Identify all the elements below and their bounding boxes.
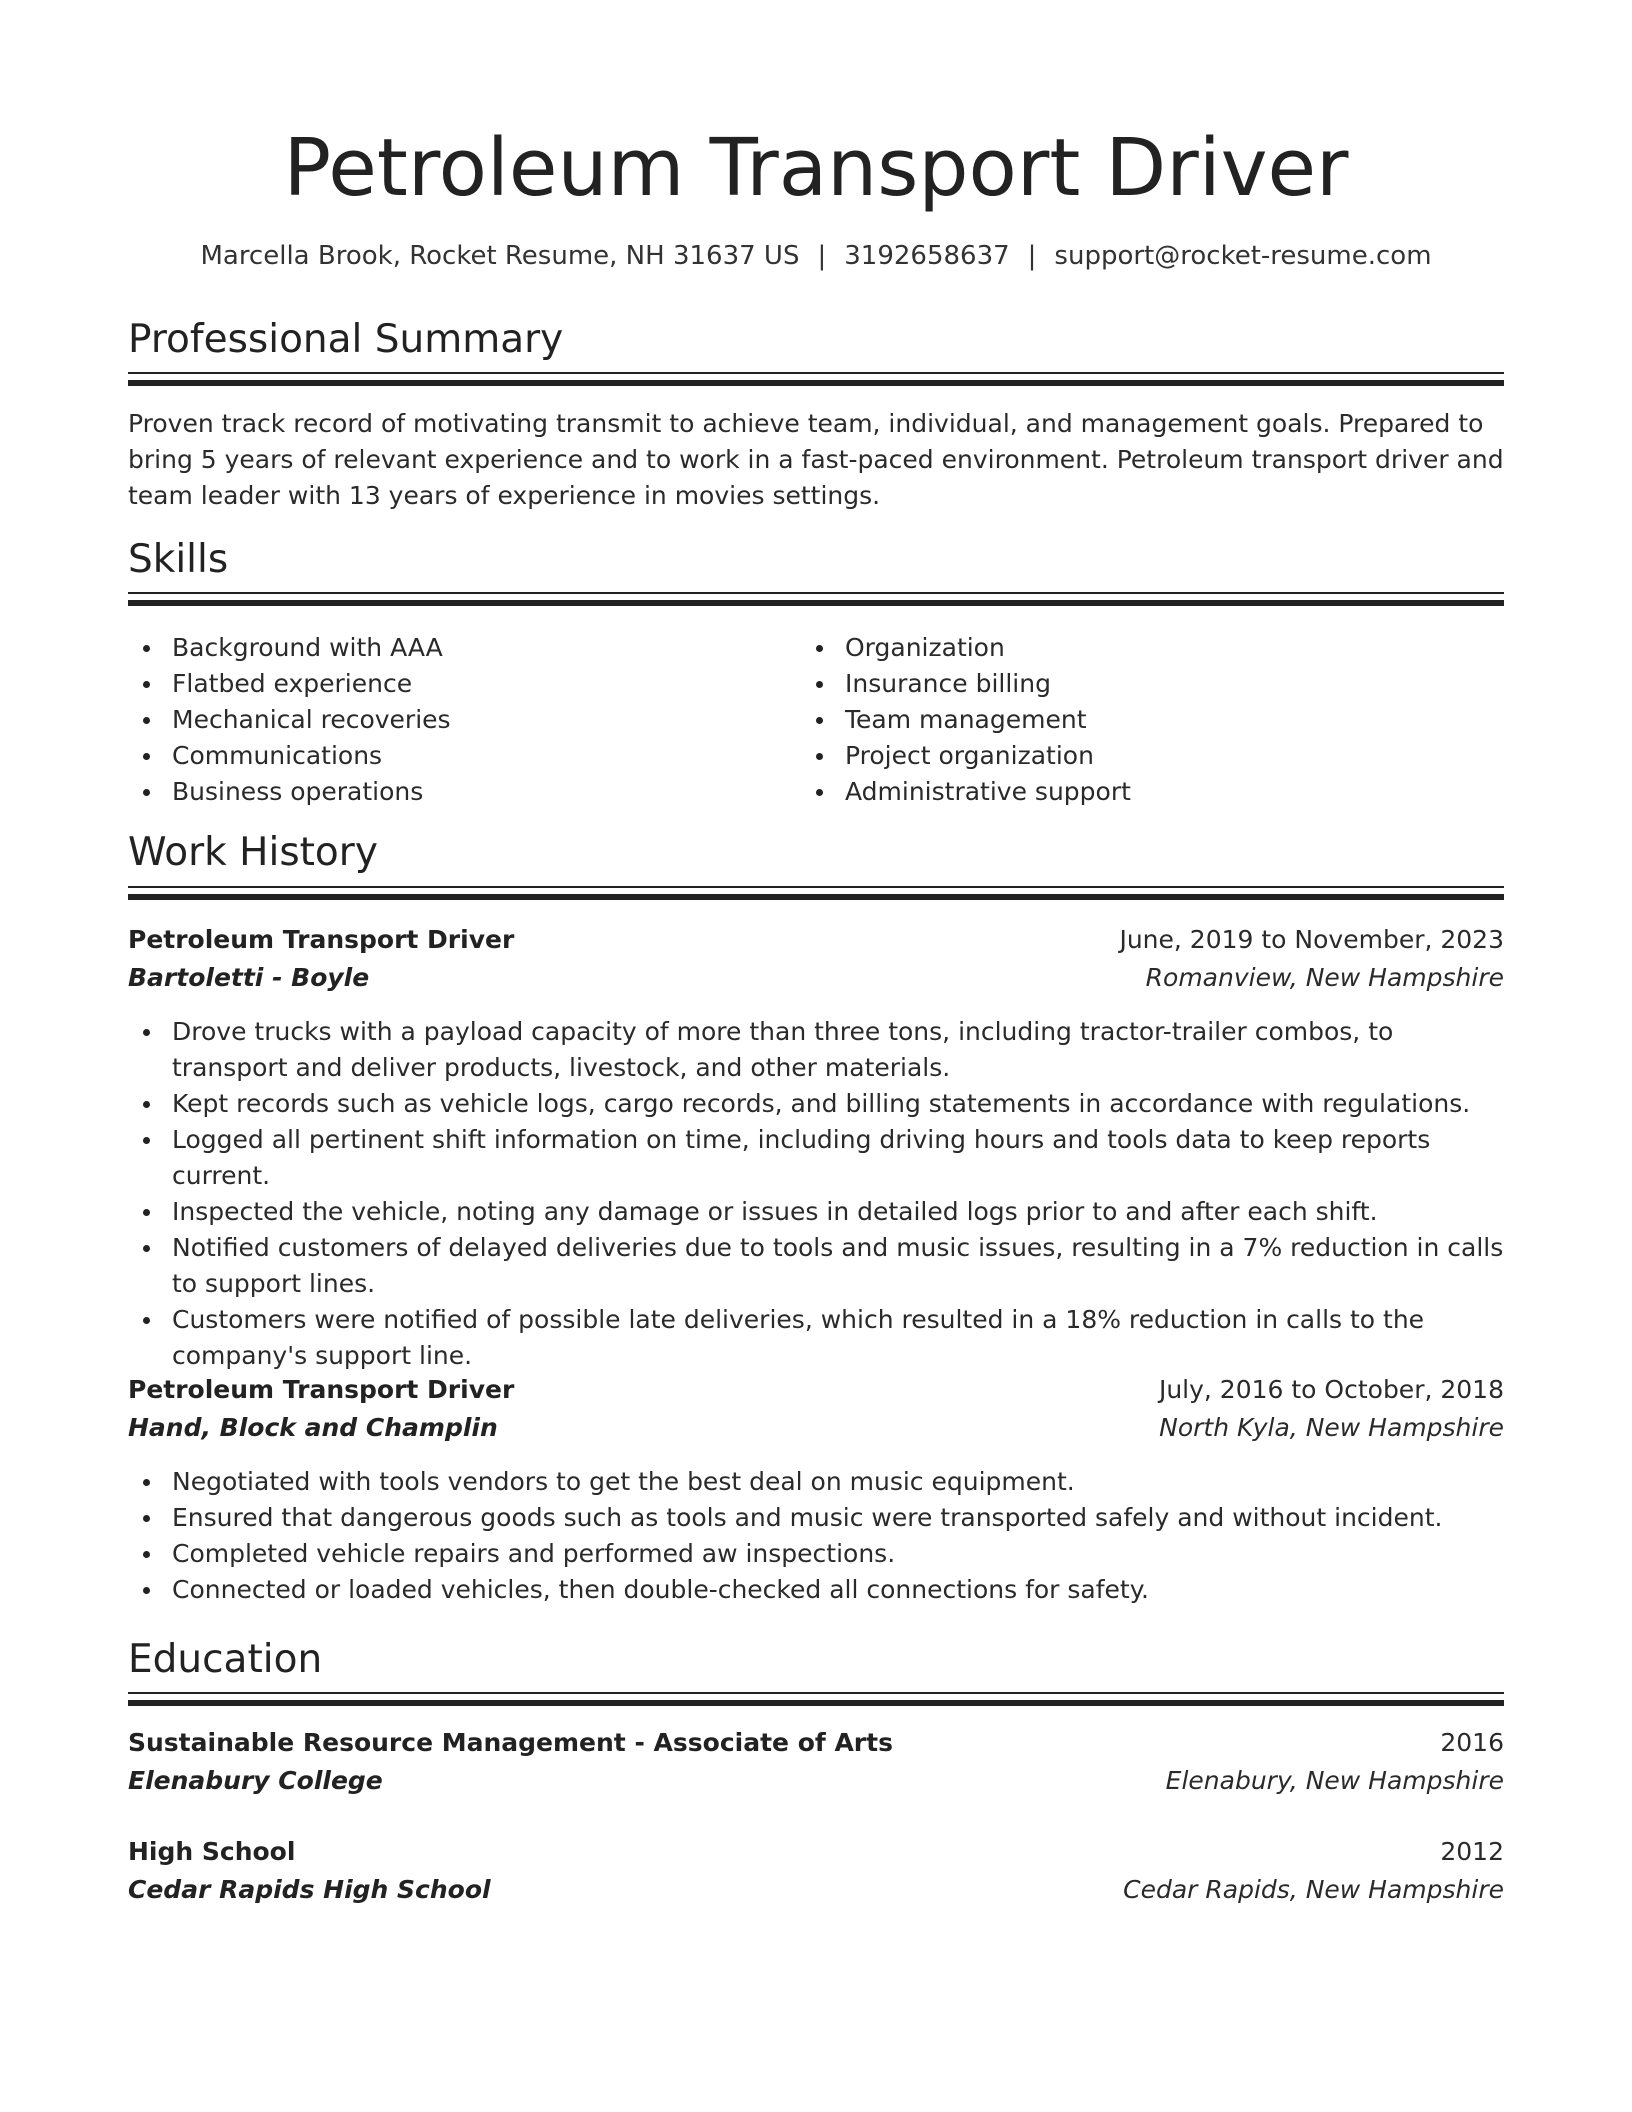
job-dates: July, 2016 to October, 2018 <box>1158 1375 1504 1404</box>
job-bullet: Negotiated with tools vendors to get the best deal on music equipment. <box>128 1464 1504 1500</box>
education-degree: Sustainable Resource Management - Associate of Arts <box>128 1728 893 1757</box>
job-location: Romanview, New Hampshire <box>1145 963 1504 992</box>
job-header <box>128 922 1504 958</box>
contact-phone: 3192658637 <box>844 241 1010 271</box>
section-title-work: Work History <box>128 830 378 875</box>
contact-separator: | <box>1027 241 1037 271</box>
education-year: 2012 <box>1440 1837 1504 1866</box>
skill-item: Background with AAA <box>128 630 788 666</box>
job-company: Hand, Block and Champlin <box>128 1413 498 1442</box>
section-title-education: Education <box>128 1637 323 1682</box>
job-bullet: Notified customers of delayed deliveries due to tools and music issues, resulting in a 7% reduction in calls to support lines. <box>128 1230 1504 1302</box>
contact-email: support@rocket-resume.com <box>1054 241 1432 271</box>
section-divider <box>128 592 1504 594</box>
education-location: Cedar Rapids, New Hampshire <box>1123 1875 1504 1904</box>
education-school: Cedar Rapids High School <box>128 1875 491 1904</box>
job-dates: June, 2019 to November, 2023 <box>1119 925 1504 954</box>
education-location: Elenabury, New Hampshire <box>1165 1766 1504 1795</box>
job-location: North Kyla, New Hampshire <box>1159 1413 1504 1442</box>
skill-item: Business operations <box>128 774 788 810</box>
skill-item: Mechanical recoveries <box>128 702 788 738</box>
section-divider <box>128 372 1504 374</box>
section-divider <box>128 1692 1504 1694</box>
contact-address: Marcella Brook, Rocket Resume, NH 31637 US <box>200 241 800 271</box>
section-divider <box>128 380 1504 386</box>
job-title: Petroleum Transport Driver <box>128 925 515 954</box>
skill-item: Communications <box>128 738 788 774</box>
education-subheader <box>128 1872 1504 1908</box>
education-subheader <box>128 1763 1504 1799</box>
job-bullet: Ensured that dangerous goods such as tools and music were transported safely and without incident. <box>128 1500 1504 1536</box>
job-bullets <box>128 1464 1504 1608</box>
job-bullet: Drove trucks with a payload capacity of more than three tons, including tractor-trailer combos, to transport and deliver products, livestock, and other materials. <box>128 1014 1504 1086</box>
job-header <box>128 1372 1504 1408</box>
job-bullet: Kept records such as vehicle logs, cargo records, and billing statements in accordance with regulations. <box>128 1086 1504 1122</box>
job-subheader <box>128 1410 1504 1446</box>
skill-item: Team management <box>801 702 1501 738</box>
skills-list-right <box>801 630 1501 810</box>
summary-text: Proven track record of motivating transmit to achieve team, individual, and management goals. Prepared to bring 5 years of relevant experience and to work in a fast-paced environment. Petroleum transport driver and team leader with 13 years of experience in movies settings. <box>128 409 1504 510</box>
section-divider <box>128 886 1504 888</box>
section-title-summary: Professional Summary <box>128 317 564 362</box>
resume-name: Petroleum Transport Driver <box>283 122 1349 214</box>
skill-item: Project organization <box>801 738 1501 774</box>
section-divider <box>128 1700 1504 1706</box>
skills-list-left <box>128 630 788 810</box>
education-header <box>128 1725 1504 1761</box>
job-bullet: Connected or loaded vehicles, then double-checked all connections for safety. <box>128 1572 1504 1608</box>
skill-item: Administrative support <box>801 774 1501 810</box>
job-bullets <box>128 1014 1504 1374</box>
education-school: Elenabury College <box>128 1766 383 1795</box>
skill-item: Organization <box>801 630 1501 666</box>
job-bullet: Inspected the vehicle, noting any damage or issues in detailed logs prior to and after each shift. <box>128 1194 1504 1230</box>
section-divider <box>128 600 1504 606</box>
job-bullet: Completed vehicle repairs and performed aw inspections. <box>128 1536 1504 1572</box>
section-divider <box>128 894 1504 900</box>
skill-item: Insurance billing <box>801 666 1501 702</box>
education-degree: High School <box>128 1837 296 1866</box>
skill-item: Flatbed experience <box>128 666 788 702</box>
contact-separator: | <box>817 241 827 271</box>
job-company: Bartoletti - Boyle <box>128 963 370 992</box>
job-title: Petroleum Transport Driver <box>128 1375 515 1404</box>
job-subheader <box>128 960 1504 996</box>
job-bullet: Logged all pertinent shift information on time, including driving hours and tools data to keep reports current. <box>128 1122 1504 1194</box>
job-bullet: Customers were notified of possible late deliveries, which resulted in a 18% reduction in calls to the company's support line. <box>128 1302 1504 1374</box>
section-title-skills: Skills <box>128 537 229 582</box>
contact-line <box>0 238 1632 274</box>
education-header <box>128 1834 1504 1870</box>
education-year: 2016 <box>1440 1728 1504 1757</box>
